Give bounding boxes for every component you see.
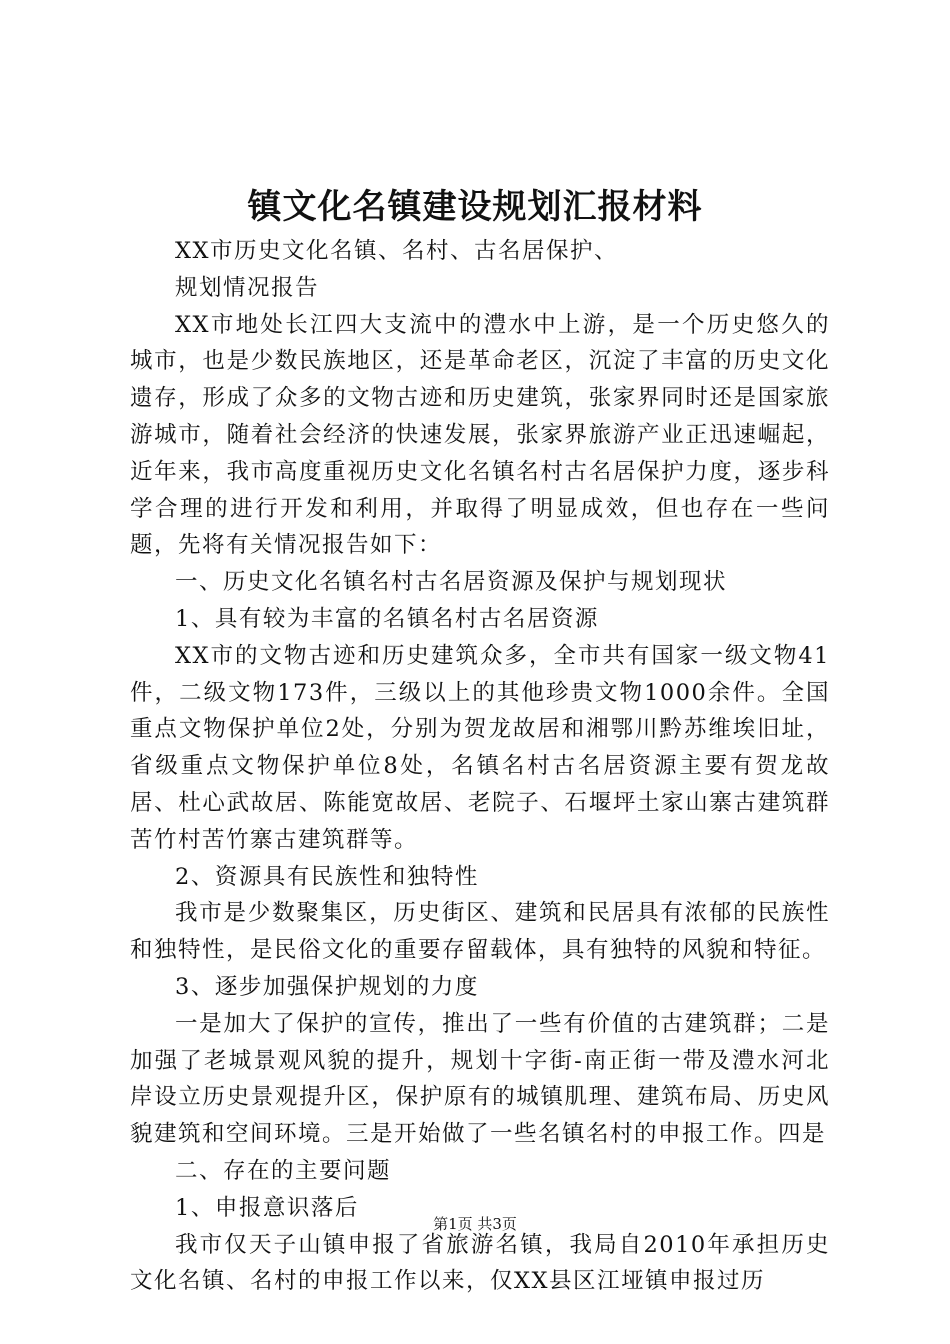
paragraph: 1、申报意识落后	[175, 1194, 359, 1221]
paragraph: XX市的文物古迹和历史建筑众多，全市共有国家一级文物41件，二级文物173件，三级以上的其他珍贵文物1000余件。全国重点文物保护单位2处，分别为贺龙故居和湘鄂川黔苏维埃旧址，省级重点文物保护单位8处，名镇名村古名居资源主要有贺龙故居、杜心武故居、陈能宽故居、老院子、石堰坪土家山寨古建筑群苦竹村苦竹寨古建筑群等。	[130, 642, 830, 853]
document-body	[130, 233, 830, 1300]
document-title: 镇文化名镇建设规划汇报材料	[247, 187, 703, 227]
paragraph: XX市地处长江四大支流中的澧水中上游，是一个历史悠久的城市，也是少数民族地区，还是革命老区，沉淀了丰富的历史文化遗存，形成了众多的文物古迹和历史建筑，张家界同时还是国家旅游城市，随着社会经济的快速发展，张家界旅游产业正迅速崛起，近年来，我市高度重视历史文化名镇名村古名居保护力度，逐步科学合理的进行开发和利用，并取得了明显成效，但也存在一些问题，先将有关情况报告如下：	[130, 311, 830, 559]
paragraph: 一是加大了保护的宣传，推出了一些有价值的古建筑群；二是加强了老城景观风貌的提升，规划十字街-南正街一带及澧水河北岸设立历史景观提升区，保护原有的城镇肌理、建筑布局、历史风貌建筑和空间环境。三是开始做了一些名镇名村的申报工作。四是	[130, 1010, 830, 1148]
paragraph: 1、具有较为丰富的名镇名村古名居资源	[175, 605, 599, 632]
paragraph: 3、逐步加强保护规划的力度	[175, 973, 479, 1000]
paragraph: 我市是少数聚集区，历史街区、建筑和民居具有浓郁的民族性和独特性，是民俗文化的重要存留载体，具有独特的风貌和特征。	[130, 900, 830, 964]
paragraph: 一、历史文化名镇名村古名居资源及保护与规划现状	[175, 569, 728, 596]
paragraph: 二、存在的主要问题	[175, 1157, 392, 1184]
paragraph: 规划情况报告	[175, 274, 320, 301]
page-number-footer: 第1页 共3页	[433, 1215, 517, 1233]
paragraph: 2、资源具有民族性和独特性	[175, 863, 479, 890]
paragraph: 我市仅天子山镇申报了省旅游名镇，我局自2010年承担历史文化名镇、名村的申报工作以来，仅XX县区江垭镇申报过历	[130, 1231, 830, 1295]
paragraph: XX市历史文化名镇、名村、古名居保护、	[175, 238, 619, 264]
